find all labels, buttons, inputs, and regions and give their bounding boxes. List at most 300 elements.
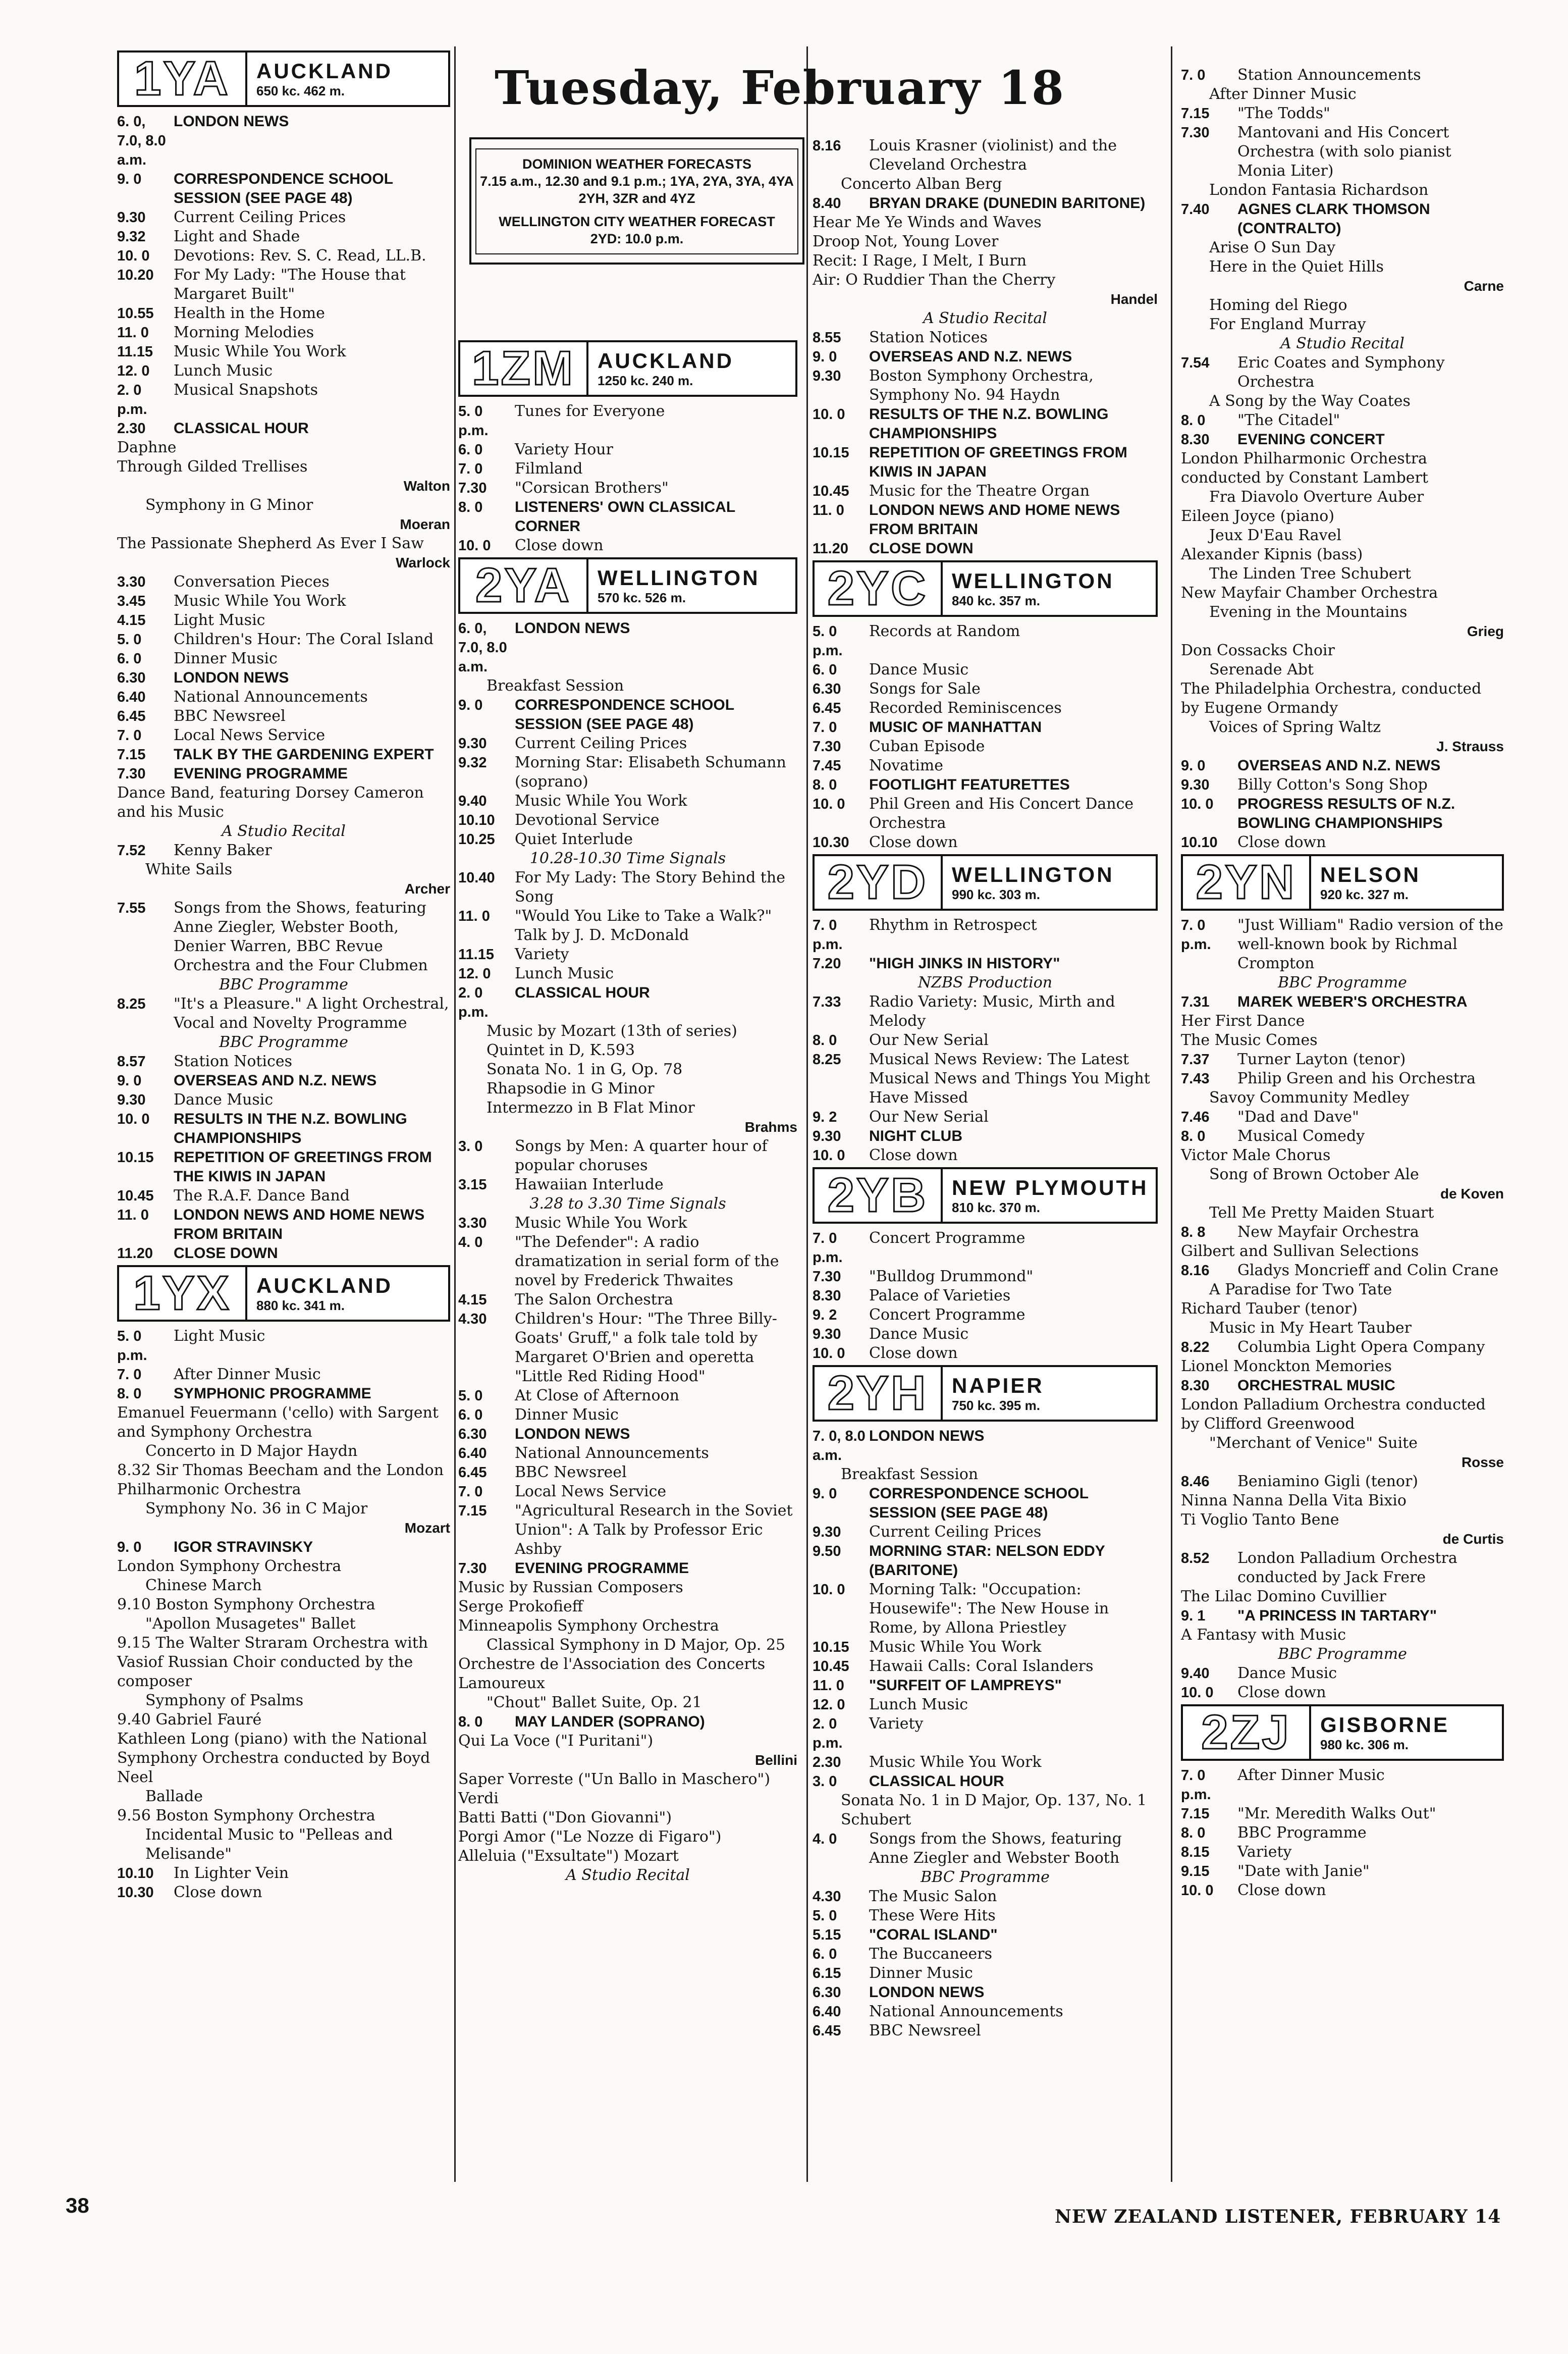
programme-entry — [813, 539, 1158, 558]
programme-title: LISTENERS' OWN CLASSICAL CORNER — [515, 499, 735, 535]
programme-time: 9. 0 — [813, 1486, 837, 1502]
programme-detail: Don Cossacks Choir — [1181, 642, 1335, 659]
programme-entry — [1181, 795, 1504, 833]
programme-detail: Air: O Ruddier Than the Cherry — [813, 271, 1056, 289]
programme-entry — [117, 361, 450, 381]
programme-title: LONDON NEWS — [869, 1428, 985, 1444]
programme-entry — [117, 323, 450, 342]
programme-title: LONDON NEWS — [515, 620, 630, 637]
programme-title: Morning Talk: "Occupation: Housewife": The New House in Rome, by Allona Priestley — [869, 1581, 1109, 1637]
station-frequency: 1250 kc. 240 m. — [598, 373, 693, 388]
programme-time: 9.30 — [117, 210, 146, 226]
programme-title: The Salon Orchestra — [515, 1291, 674, 1309]
programme-entry — [117, 1864, 450, 1883]
station-call-sign: 1YA — [134, 51, 230, 106]
programme-detail: Lionel Monckton Memories — [1181, 1357, 1392, 1375]
programme-detail: 9.40 Gabriel Fauré — [117, 1711, 262, 1729]
station-call-sign: 1ZM — [472, 341, 575, 395]
programme-entry — [813, 1050, 1158, 1108]
programme-title: Palace of Varieties — [869, 1287, 1011, 1304]
programme-time: 5. 0 — [458, 1388, 483, 1404]
programme-detail: Kathleen Long (piano) with the National Symphony Orchestra conducted by Boyd Neel — [117, 1730, 430, 1786]
programme-title: Musical Snapshots — [174, 381, 318, 399]
programme-time: 7. 0 — [458, 461, 483, 477]
programme-title: Tunes for Everyone — [515, 402, 665, 420]
programme-time: 9.50 — [813, 1543, 841, 1559]
programme-entry — [117, 1365, 450, 1384]
programme-detail: A Studio Recital — [566, 1866, 690, 1884]
programme-title: Musical Comedy — [1237, 1127, 1365, 1145]
programme-entry — [458, 1233, 797, 1290]
programme-entry — [813, 1945, 1158, 1964]
programme-title: BRYAN DRAKE (DUNEDIN BARITONE) — [869, 195, 1146, 212]
station-city: GISBORNE — [1320, 1712, 1450, 1737]
programme-detail: Hear Me Ye Winds and Waves — [813, 214, 1042, 231]
programme-time: 3.30 — [458, 1215, 487, 1231]
station-call-sign: 1YX — [133, 1266, 231, 1320]
programme-time: 8.25 — [813, 1052, 841, 1068]
programme-time: 9.30 — [813, 1326, 841, 1342]
programme-title: Devotional Service — [515, 811, 660, 829]
programme-entry — [117, 745, 450, 764]
programme-detail: Evening in the Mountains — [1209, 603, 1408, 621]
programme-title: Current Ceiling Prices — [515, 735, 687, 752]
programme-entry — [1181, 775, 1504, 795]
column-rule — [454, 46, 456, 2182]
programme-entry — [1181, 104, 1504, 123]
programme-entry — [458, 498, 797, 536]
programme-detail: London Symphony Orchestra — [117, 1557, 342, 1575]
programme-title: Columbia Light Opera Company — [1237, 1338, 1485, 1356]
programme-title: Filmland — [515, 460, 583, 478]
programme-time: 8.46 — [1181, 1474, 1210, 1490]
programme-detail: BBC Programme — [219, 976, 348, 993]
programme-title: Station Notices — [174, 1053, 292, 1070]
programme-entry — [813, 1925, 1158, 1945]
programme-title: New Mayfair Orchestra — [1237, 1223, 1419, 1241]
programme-title: "CORAL ISLAND" — [869, 1926, 998, 1943]
programme-detail: BBC Programme — [219, 1033, 348, 1051]
programme-title: SYMPHONIC PROGRAMME — [174, 1385, 371, 1402]
programme-time: 7. 0 — [813, 719, 837, 736]
station-logo — [1181, 1704, 1504, 1761]
programme-detail: de Curtis — [1442, 1531, 1504, 1547]
programme-title: CLASSICAL HOUR — [515, 984, 650, 1001]
station-info — [245, 1267, 448, 1320]
programme-detail: Mozart — [404, 1520, 450, 1536]
programme-title: Close down — [869, 833, 958, 851]
column-2 — [458, 338, 797, 1885]
station-logo — [813, 1365, 1158, 1422]
programme-detail: BBC Programme — [921, 1868, 1050, 1886]
programme-time: 6.15 — [813, 1965, 841, 1981]
programme-entry — [1181, 1223, 1504, 1242]
programme-title: MORNING STAR: NELSON EDDY (BARITONE) — [869, 1543, 1105, 1579]
programme-entry — [813, 756, 1158, 775]
station-city: AUCKLAND — [256, 59, 393, 83]
programme-detail: Victor Male Chorus — [1181, 1146, 1331, 1164]
programme-time: 6. 0 — [813, 662, 837, 678]
programme-entry — [813, 1523, 1158, 1542]
programme-title: Lunch Music — [869, 1696, 968, 1713]
column-1 — [117, 48, 450, 1902]
programme-entry — [117, 995, 450, 1033]
programme-time: 6. 0 — [458, 1407, 483, 1423]
programme-title: BBC Newsreel — [174, 707, 286, 725]
programme-entry — [117, 764, 450, 783]
programme-detail: Savoy Community Medley — [1209, 1089, 1410, 1107]
programme-time: 10.30 — [117, 1885, 154, 1901]
station-frequency: 990 kc. 303 m. — [952, 886, 1040, 902]
programme-detail: London Philharmonic Orchestra conducted by Constant Lambert — [1181, 450, 1428, 487]
programme-detail: After Dinner Music — [1209, 85, 1357, 103]
programme-entry — [458, 1175, 797, 1194]
programme-time: 10. 0 — [1181, 796, 1214, 812]
programme-title: Music While You Work — [515, 1214, 687, 1232]
programme-detail: Arise O Sun Day — [1209, 239, 1336, 256]
programme-time: 5. 0 p.m. — [117, 1328, 147, 1364]
programme-time: 10.45 — [813, 1658, 849, 1675]
programme-time: 7.15 — [1181, 1806, 1210, 1822]
programme-title: NIGHT CLUB — [869, 1128, 962, 1144]
programme-time: 8.52 — [1181, 1550, 1210, 1566]
programme-entry — [458, 734, 797, 753]
programme-entry — [813, 501, 1158, 539]
programme-title: LONDON NEWS — [869, 1984, 985, 2001]
programme-title: Current Ceiling Prices — [174, 208, 346, 226]
programme-title: CORRESPONDENCE SCHOOL SESSION (SEE PAGE 48) — [174, 171, 393, 206]
programme-entry — [458, 753, 797, 792]
programme-title: Morning Star: Elisabeth Schumann (soprano) — [515, 754, 786, 791]
programme-time: 8. 0 — [117, 1386, 142, 1402]
programme-detail: Dance Band, featuring Dorsey Cameron and his Music — [117, 784, 424, 821]
programme-entry — [117, 592, 450, 611]
programme-title: Eric Coates and Symphony Orchestra — [1237, 354, 1445, 391]
programme-time: 8.25 — [117, 996, 146, 1012]
programme-time: 10.10 — [117, 1865, 154, 1881]
programme-title: Concert Programme — [869, 1306, 1025, 1324]
programme-title: "Agricultural Research in the Soviet Union": A Talk by Professor Eric Ashby — [515, 1502, 793, 1558]
programme-entry — [813, 718, 1158, 737]
programme-entry — [1181, 430, 1504, 449]
programme-title: Variety — [869, 1715, 924, 1733]
programme-detail: A Song by the Way Coates — [1209, 392, 1411, 410]
programme-time: 8.30 — [1181, 1378, 1210, 1394]
programme-title: Gladys Moncrieff and Colin Crane — [1237, 1262, 1499, 1279]
programme-entry — [813, 194, 1158, 213]
programme-title: Turner Layton (tenor) — [1237, 1051, 1406, 1068]
programme-entry — [458, 1559, 797, 1578]
programme-title: "Corsican Brothers" — [515, 479, 669, 497]
programme-time: 2. 0 p.m. — [117, 382, 147, 417]
programme-title: Close down — [869, 1344, 958, 1362]
programme-title: MUSIC OF MANHATTAN — [869, 719, 1042, 736]
programme-time: 6.40 — [813, 2004, 841, 2020]
programme-title: IGOR STRAVINSKY — [174, 1539, 313, 1555]
programme-entry — [117, 1148, 450, 1186]
programme-detail: 9.56 Boston Symphony Orchestra — [117, 1807, 375, 1824]
programme-time: 8. 0 — [813, 1032, 837, 1049]
programme-title: "Dad and Dave" — [1237, 1108, 1359, 1126]
programme-detail: A Fantasy with Music — [1181, 1626, 1346, 1644]
programme-time: 5. 0 p.m. — [458, 403, 489, 439]
programme-entry — [813, 699, 1158, 718]
programme-entry — [458, 1463, 797, 1482]
programme-entry — [1181, 1664, 1504, 1683]
programme-time: 6. 0 — [458, 442, 483, 458]
programme-time: 7.15 — [458, 1503, 487, 1519]
programme-time: 8.40 — [813, 195, 841, 212]
programme-entry — [813, 1638, 1158, 1657]
weather-title: DOMINION WEATHER FORECASTS — [522, 156, 751, 172]
programme-time: 2.30 — [813, 1754, 841, 1770]
programme-title: The Buccaneers — [869, 1945, 993, 1963]
programme-entry — [813, 1146, 1158, 1165]
programme-entry — [813, 1427, 1158, 1465]
programme-time: 6. 0, 7.0, 8.0 a.m. — [117, 114, 166, 168]
programme-entry — [813, 1829, 1158, 1868]
programme-title: Music While You Work — [174, 343, 346, 360]
programme-entry — [813, 347, 1158, 367]
programme-time: 2.30 — [117, 421, 146, 437]
programme-detail: Ti Voglio Tanto Bene — [1181, 1511, 1339, 1529]
programme-time: 7.31 — [1181, 994, 1210, 1010]
programme-entry — [117, 1327, 450, 1365]
station-frequency: 920 kc. 327 m. — [1320, 886, 1409, 902]
programme-time: 3.15 — [458, 1177, 487, 1193]
station-info — [1309, 1706, 1502, 1759]
programme-detail: A Studio Recital — [1280, 335, 1404, 352]
programme-entry — [117, 688, 450, 707]
programme-entry — [1181, 1881, 1504, 1900]
programme-detail: Homing del Riego — [1209, 296, 1347, 314]
programme-entry — [1181, 916, 1504, 973]
programme-time: 11.15 — [458, 947, 494, 963]
programme-title: Concert Programme — [869, 1229, 1025, 1247]
programme-title: Records at Random — [869, 622, 1020, 640]
programme-time: 11.15 — [117, 344, 153, 360]
programme-detail: Voices of Spring Waltz — [1209, 718, 1381, 736]
programme-entry — [117, 112, 450, 170]
programme-detail: Symphony in G Minor — [145, 496, 313, 514]
programme-time: 10. 0 — [117, 248, 150, 264]
programme-title: Music While You Work — [869, 1753, 1042, 1771]
programme-title: In Lighter Vein — [174, 1864, 289, 1882]
programme-title: Music While You Work — [515, 792, 687, 810]
programme-time: 3.45 — [117, 593, 146, 609]
programme-title: REPETITION OF GREETINGS FROM THE KIWIS IN JAPAN — [174, 1149, 432, 1185]
programme-detail: Intermezzo in B Flat Minor — [486, 1099, 695, 1117]
programme-detail: NZBS Production — [917, 974, 1053, 991]
programme-entry — [813, 1127, 1158, 1146]
station-call-sign: 2YH — [827, 1366, 928, 1420]
programme-time: 3.30 — [117, 574, 146, 590]
programme-entry — [813, 482, 1158, 501]
programme-entry — [117, 630, 450, 649]
programme-time: 8.16 — [1181, 1263, 1210, 1279]
programme-entry — [458, 1425, 797, 1444]
programme-title: Songs for Sale — [869, 680, 981, 698]
programme-detail: The Music Comes — [1181, 1031, 1318, 1049]
programme-title: Lunch Music — [515, 965, 614, 982]
programme-title: Close down — [515, 537, 604, 554]
programme-entry — [458, 1501, 797, 1559]
programme-title: RESULTS IN THE N.Z. BOWLING CHAMPIONSHIPS — [174, 1111, 407, 1146]
programme-title: National Announcements — [174, 688, 368, 706]
programme-entry — [458, 983, 797, 1022]
programme-time: 4.30 — [813, 1889, 841, 1905]
programme-detail: Warlock — [396, 555, 450, 570]
programme-detail: BBC Programme — [1278, 1645, 1407, 1663]
programme-time: 7.30 — [458, 1560, 487, 1577]
station-frequency: 810 kc. 370 m. — [952, 1199, 1040, 1215]
programme-entry — [813, 443, 1158, 482]
programme-time: 10. 0 — [813, 1147, 845, 1164]
programme-title: Station Announcements — [1237, 66, 1421, 84]
station-info — [941, 562, 1156, 615]
programme-time: 7. 0 — [458, 1484, 483, 1500]
programme-title: EVENING PROGRAMME — [174, 765, 348, 782]
programme-entry — [813, 1305, 1158, 1325]
station-logo — [117, 50, 450, 107]
programme-time: 10.20 — [117, 267, 154, 283]
programme-title: These Were Hits — [869, 1907, 996, 1924]
programme-title: RESULTS OF THE N.Z. BOWLING CHAMPIONSHIPS — [869, 406, 1109, 442]
programme-time: 8.30 — [1181, 432, 1210, 448]
programme-detail: Porgi Amor ("Le Nozze di Figaro") — [458, 1828, 722, 1846]
programme-time: 3. 0 — [813, 1773, 837, 1790]
programme-title: FOOTLIGHT FEATURETTES — [869, 776, 1070, 793]
station-city: WELLINGTON — [952, 568, 1114, 593]
programme-time: 8. 0 — [1181, 1128, 1206, 1144]
programme-entry — [813, 405, 1158, 443]
programme-title: "The Todds" — [1237, 104, 1330, 122]
programme-entry — [1181, 66, 1504, 85]
programme-entry — [458, 945, 797, 964]
programme-time: 6. 0 — [813, 1946, 837, 1962]
station-call-sign: 2YA — [475, 558, 571, 612]
programme-time: 5. 0 p.m. — [813, 623, 843, 659]
programme-time: 4.30 — [458, 1311, 487, 1327]
programme-time: 7.46 — [1181, 1109, 1210, 1125]
programme-entry — [1181, 1261, 1504, 1280]
station-logo — [1181, 854, 1504, 911]
programme-time: 9. 2 — [813, 1109, 837, 1125]
programme-title: Light Music — [174, 611, 265, 629]
programme-entry — [1181, 353, 1504, 392]
programme-detail: Walton — [403, 478, 450, 494]
programme-entry — [458, 536, 797, 555]
programme-entry — [813, 328, 1158, 347]
programme-title: Music While You Work — [174, 592, 346, 610]
programme-time: 9. 0 — [117, 171, 142, 187]
programme-time: 11. 0 — [813, 1678, 844, 1694]
programme-detail: Breakfast Session — [841, 1466, 979, 1483]
station-city: NELSON — [1320, 862, 1421, 886]
programme-entry — [458, 868, 797, 907]
programme-detail: Jeux D'Eau Ravel — [1209, 527, 1341, 544]
programme-entry — [117, 649, 450, 668]
programme-detail: 8.32 Sir Thomas Beecham and the London Philharmonic Orchestra — [117, 1461, 444, 1498]
programme-entry — [813, 1887, 1158, 1906]
station-city: WELLINGTON — [598, 565, 760, 590]
programme-detail: 10.28-10.30 Time Signals — [529, 850, 726, 867]
programme-title: Quiet Interlude — [515, 830, 633, 848]
programme-entry — [813, 1657, 1158, 1676]
programme-entry — [1181, 411, 1504, 430]
programme-entry — [458, 1712, 797, 1732]
programme-detail: Serge Prokofieff — [458, 1598, 583, 1615]
programme-title: Songs by Men: A quarter hour of popular choruses — [515, 1137, 768, 1174]
programme-title: For My Lady: The Story Behind the Song — [515, 869, 785, 906]
programme-title: CLASSICAL HOUR — [174, 420, 309, 437]
programme-entry — [458, 1444, 797, 1463]
programme-title: London Palladium Orchestra conducted by Jack Frere — [1237, 1549, 1457, 1586]
programme-entry — [117, 1538, 450, 1557]
programme-time: 7.40 — [1181, 201, 1210, 218]
programme-time: 9. 2 — [813, 1307, 837, 1323]
station-info — [586, 342, 795, 395]
programme-entry — [1181, 200, 1504, 238]
programme-time: 3. 0 — [458, 1138, 483, 1155]
programme-entry — [1181, 1050, 1504, 1069]
programme-title: Local News Service — [174, 726, 326, 744]
programme-title: Morning Melodies — [174, 324, 314, 341]
programme-time: 6.45 — [458, 1464, 487, 1481]
programme-title: Conversation Pieces — [174, 573, 330, 591]
programme-entry — [117, 707, 450, 726]
station-city: NAPIER — [952, 1373, 1044, 1397]
programme-time: 9.32 — [117, 229, 146, 245]
station-logo — [458, 557, 797, 614]
programme-time: 10. 0 — [117, 1111, 150, 1127]
programme-time: 10.15 — [117, 1149, 154, 1166]
programme-entry — [458, 907, 797, 945]
programme-entry — [458, 402, 797, 440]
programme-entry — [458, 1386, 797, 1405]
programme-time: 9.40 — [458, 793, 487, 809]
programme-detail: Music by Russian Composers — [458, 1579, 683, 1596]
city-weather-time: 2YD: 10.0 p.m. — [590, 231, 684, 246]
programme-entry — [1181, 1606, 1504, 1626]
programme-time: 11. 0 — [117, 325, 149, 341]
programme-time: 7.15 — [117, 747, 146, 763]
programme-time: 9.30 — [813, 368, 841, 384]
programme-entry — [458, 1214, 797, 1233]
programme-title: Dance Music — [869, 661, 969, 678]
station-logo — [458, 340, 797, 397]
programme-entry — [813, 795, 1158, 833]
programme-entry — [813, 954, 1158, 973]
programme-detail: White Sails — [145, 861, 233, 878]
programme-time: 7.33 — [813, 994, 841, 1010]
programme-title: Close down — [174, 1884, 262, 1901]
station-call-sign: 2ZJ — [1201, 1705, 1291, 1759]
programme-entry — [458, 696, 797, 734]
programme-title: Variety — [1237, 1843, 1292, 1861]
station-info — [941, 1367, 1156, 1420]
programme-detail: BBC Programme — [1278, 974, 1407, 991]
station-logo — [813, 560, 1158, 617]
programme-detail: Fra Diavolo Overture Auber — [1209, 488, 1424, 506]
programme-title: MAREK WEBER'S ORCHESTRA — [1237, 993, 1468, 1010]
programme-time: 12. 0 — [813, 1697, 845, 1713]
programme-time: 6.40 — [458, 1445, 487, 1461]
programme-time: 9.30 — [1181, 777, 1210, 793]
column-4 — [1181, 66, 1504, 1900]
programme-title: EVENING CONCERT — [1237, 431, 1385, 448]
programme-detail: The Lilac Domino Cuvillier — [1181, 1588, 1386, 1605]
